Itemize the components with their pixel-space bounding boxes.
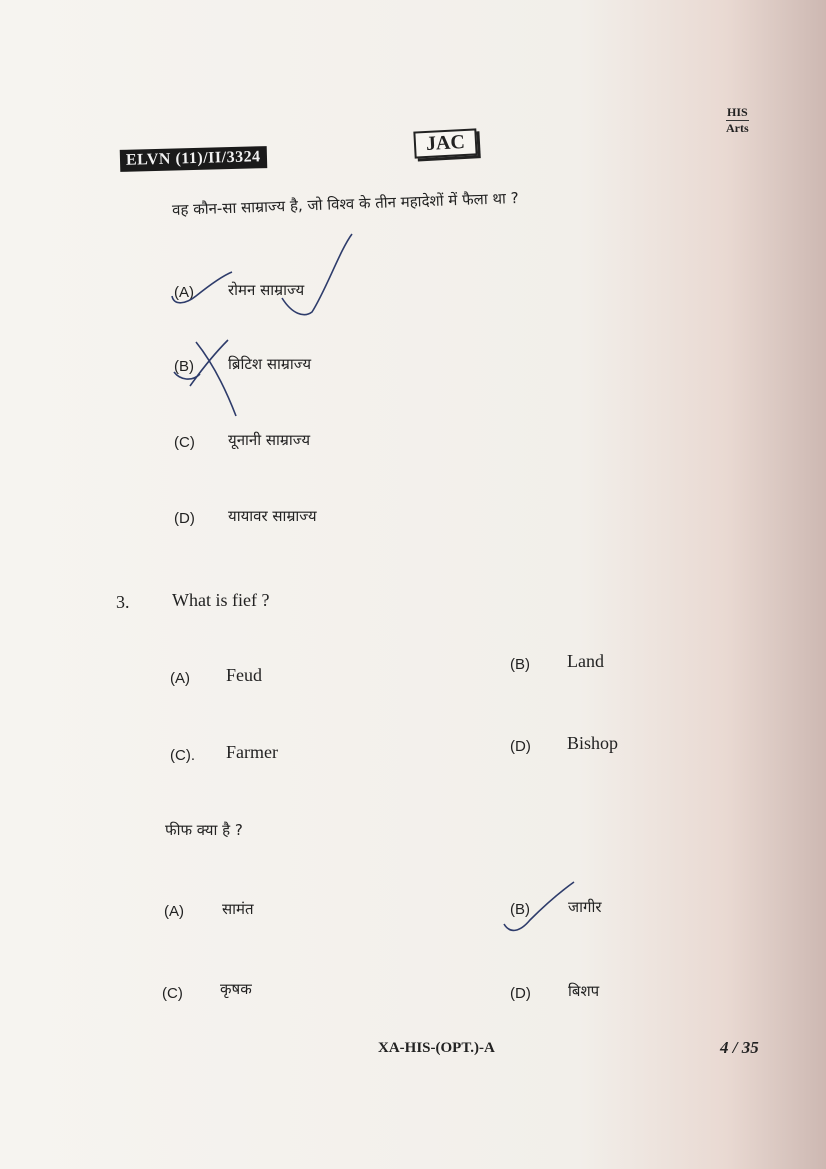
page-number: 4 / 35 bbox=[720, 1038, 759, 1057]
question-3-number: 3. bbox=[116, 592, 130, 612]
q3h-option-b-text: जागीर bbox=[568, 898, 602, 916]
q3h-option-c-label: (C) bbox=[162, 985, 183, 1002]
q2-option-b-label: (B) bbox=[174, 358, 194, 375]
q2-option-a-label: (A) bbox=[174, 284, 194, 301]
q2-option-c-text: यूनानी साम्राज्य bbox=[228, 431, 311, 449]
q3-option-a-text: Feud bbox=[226, 665, 262, 685]
q2-option-d-label: (D) bbox=[174, 510, 195, 527]
q3h-option-a-text: सामंत bbox=[222, 900, 254, 918]
subject-stream: Arts bbox=[726, 121, 749, 135]
tick-mark-q2-a bbox=[172, 234, 352, 315]
q2-option-d-text: यायावर साम्राज्य bbox=[228, 507, 317, 525]
q2-option-a-text: रोमन साम्राज्य bbox=[228, 281, 305, 299]
paper-code: ELVN (11)/II/3324 bbox=[120, 146, 267, 172]
footer-code: XA-HIS-(OPT.)-A bbox=[378, 1040, 495, 1056]
q3-option-a-label: (A) bbox=[170, 670, 190, 687]
q2-option-b-text: ब्रिटिश साम्राज्य bbox=[228, 355, 312, 373]
q3h-option-a-label: (A) bbox=[164, 903, 184, 920]
cross-mark-q2-b bbox=[174, 340, 236, 416]
board-stamp: JAC bbox=[413, 128, 477, 158]
q3h-option-c-text: कृषक bbox=[220, 980, 252, 998]
q3h-option-d-label: (D) bbox=[510, 985, 531, 1002]
q3-option-c-label: (C). bbox=[170, 747, 195, 764]
tick-mark-q3h-b bbox=[504, 882, 574, 930]
question-2-hindi-text: वह कौन-सा साम्राज्य है, जो विश्व के तीन महादेशों में फैला था ? bbox=[171, 188, 519, 220]
q3-option-c-text: Farmer bbox=[226, 742, 278, 762]
q3h-option-d-text: बिशप bbox=[568, 982, 600, 1000]
q3-option-b-label: (B) bbox=[510, 656, 530, 673]
subject-code: HIS bbox=[726, 105, 748, 119]
q2-option-c-label: (C) bbox=[174, 434, 195, 451]
question-3-hindi-text: फीफ क्या है ? bbox=[165, 821, 243, 839]
q3-option-d-text: Bishop bbox=[567, 733, 619, 753]
q3h-option-b-label: (B) bbox=[510, 901, 530, 918]
question-3-text: What is fief ? bbox=[172, 590, 270, 610]
q3-option-d-label: (D) bbox=[510, 738, 531, 755]
q3-option-b-text: Land bbox=[567, 651, 604, 671]
